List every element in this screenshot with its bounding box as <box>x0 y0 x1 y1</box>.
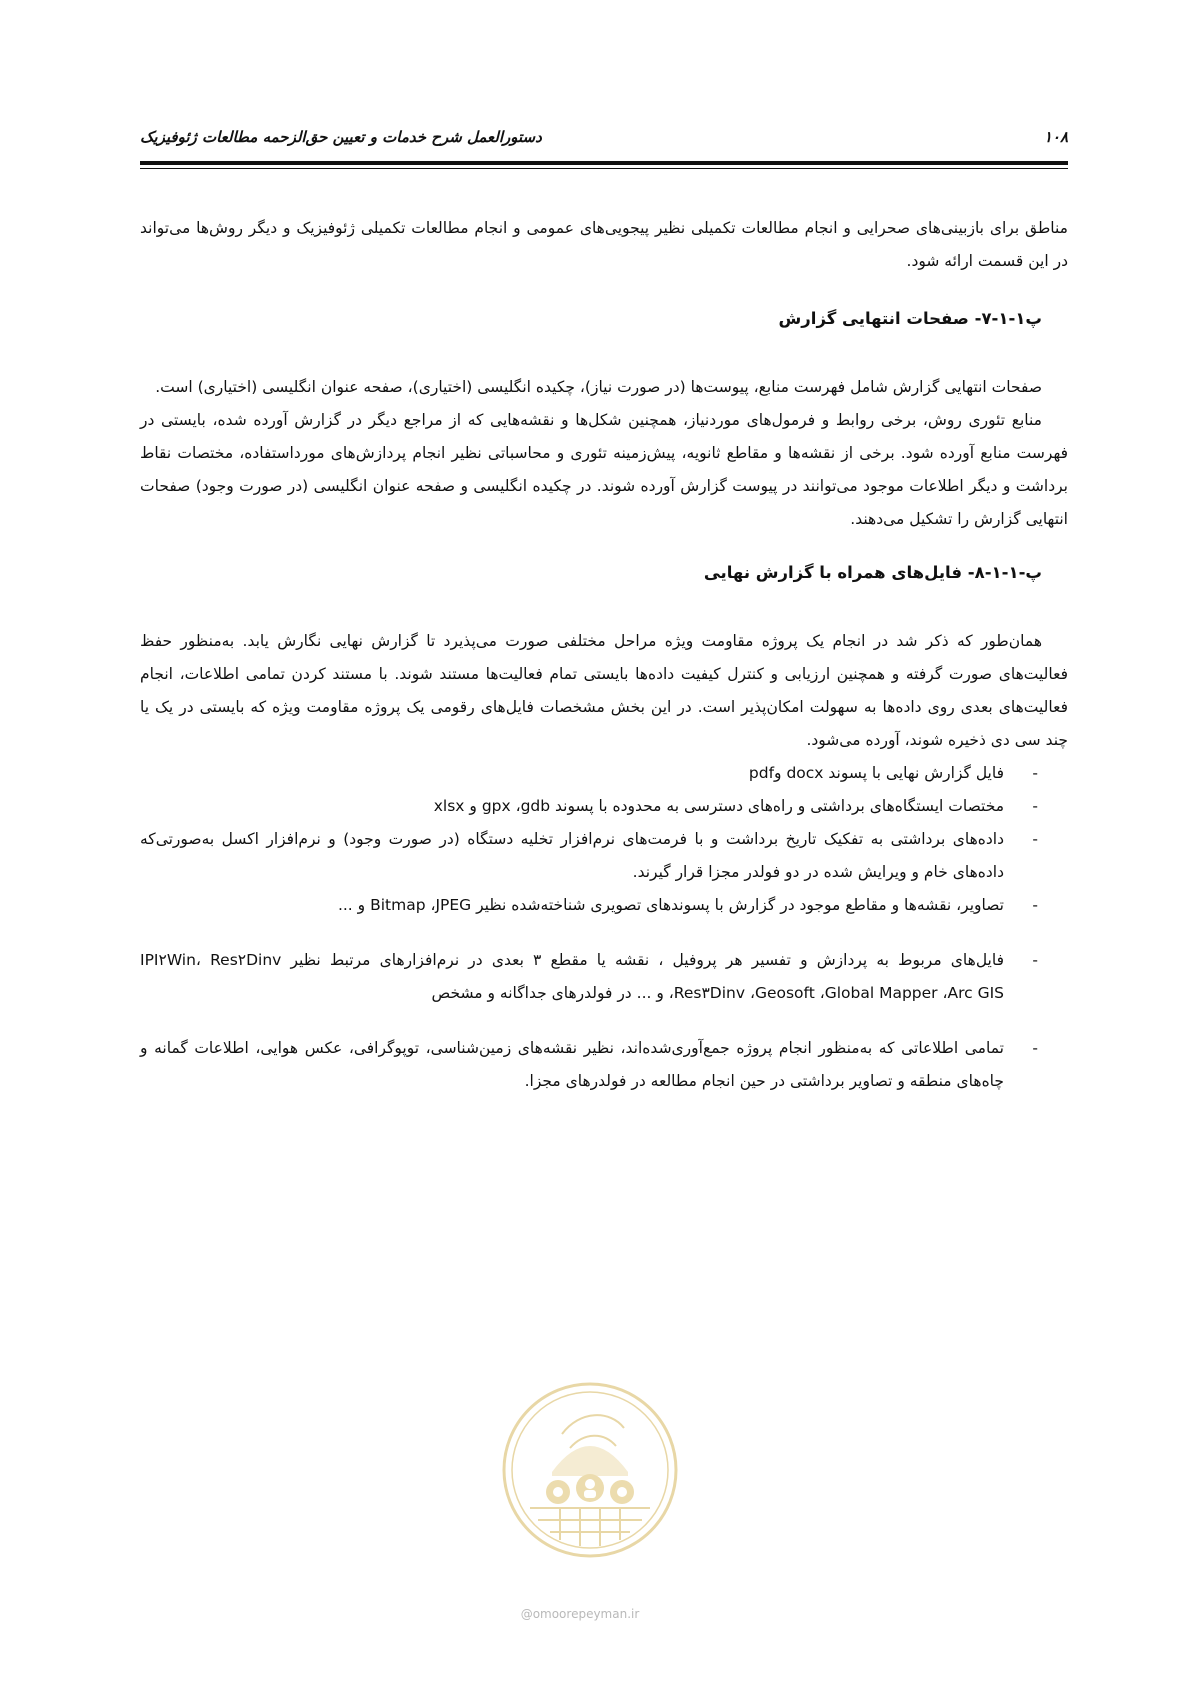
paragraph-final-pages-list: صفحات انتهایی گزارش شامل فهرست منابع، پیوست‌ها (در صورت نیاز)، چکیده انگلیسی (اختیاری)، صفحه عنوان انگلیسی (اختیاری) است. <box>155 378 1042 396</box>
page-number: ۱۰۸ <box>1043 128 1068 146</box>
section-heading-attached-files: پ-۱-۱-۸- فایل‌های همراه با گزارش نهایی <box>703 563 1042 582</box>
list-item <box>140 823 1068 889</box>
at-icon: @ <box>520 1607 533 1621</box>
list-item-text: تصاویر، نقشه‌ها و مقاطع موجود در گزارش با پسوندهای تصویری شناخته‌شده نظیر Bitmap ،JPEG و ... <box>337 896 1004 914</box>
list-item <box>140 757 1068 790</box>
bullet-dash: - <box>1032 830 1038 848</box>
list-item <box>140 1032 1068 1098</box>
bullet-dash: - <box>1032 896 1038 914</box>
list-item-text: تمامی اطلاعاتی که به‌منظور انجام پروژه جمع‌آوری‌شده‌اند، نظیر نقشه‌های زمین‌شناسی، توپوگرافی، عکس هوایی، اطلاعات گمانه و چاه‌های منطقه و تصاویر برداشتی در حین انجام مطالعه در فولدرهای مجزا. <box>140 1039 1004 1090</box>
bullet-dash: - <box>1032 797 1038 815</box>
header-rule-thin <box>140 168 1068 169</box>
page-body <box>140 212 1068 1098</box>
bullet-dash: - <box>1032 1039 1038 1057</box>
list-item <box>140 889 1068 922</box>
bullet-dash: - <box>1032 764 1038 782</box>
intro-paragraph: مناطق برای بازبینی‌های صحرایی و انجام مطالعات تکمیلی نظیر پیجویی‌های عمومی و انجام مطالعات تکمیلی ژئوفیزیک و دیگر روش‌ها می‌تواند در این قسمت ارائه شود. <box>140 219 1068 270</box>
list-item-text: فایل‌های مربوط به پردازش و تفسیر هر پروفیل ، نقشه یا مقطع ۳ بعدی در نرم‌افزارهای مرتبط نظیر IPI۲Win، Res۲Dinv ،Res۳Dinv ،Geosoft ،Global Mapper ،Arc GIS و ... در فولدرهای جداگانه و مشخص <box>140 951 1005 1002</box>
list-item <box>140 790 1068 823</box>
list-item-text: فایل گزارش نهایی با پسوند docx وpdf <box>748 764 1004 782</box>
page-header <box>140 128 1068 152</box>
running-header-title: دستورالعمل شرح خدمات و تعیین حق‌الزحمه مطالعات ژئوفیزیک <box>140 128 542 146</box>
section-heading-final-pages: پ۱-۱-۷- صفحات انتهایی گزارش <box>778 309 1042 328</box>
header-rule-thick <box>140 161 1068 165</box>
watermark-url: @omoorepeyman.ir <box>520 1607 640 1621</box>
paragraph-references: منابع تئوری روش، برخی روابط و فرمول‌های موردنیاز، همچنین شکل‌ها و نقشه‌هایی که از مراجع دیگر در گزارش آورده شده، بایستی در فهرست منابع آورده شود. برخی از نقشه‌ها و مقاطع ثانویه، پیش‌زمینه تئوری و محاسباتی نظیر انجام پردازش‌های مورداستفاده، مختصات نقاط برداشت و دیگر اطلاعات موجود می‌توانند در پیوست گزارش آورده شوند. در چکیده انگلیسی و صفحه عنوان انگلیسی (در صورت وجود) صفحات انتهایی گزارش را تشکیل می‌دهند. <box>140 411 1068 528</box>
watermark-seal-logo <box>500 1380 680 1560</box>
list-item-text: مختصات ایستگاه‌های برداشتی و راه‌های دسترسی به محدوده با پسوند gpx ،gdb و xlsx <box>433 797 1004 815</box>
paragraph-attached-files: همان‌طور که ذکر شد در انجام یک پروژه مقاومت ویژه مراحل مختلفی صورت می‌پذیرد تا گزارش نهایی نگارش یابد. به‌منظور حفظ فعالیت‌های صورت گرفته و همچنین ارزیابی و کنترل کیفیت داده‌ها بایستی تمام فعالیت‌ها مستند شوند. با مستند کردن تمامی اطلاعات، انجام فعالیت‌های بعدی روی داده‌ها به سهولت امکان‌پذیر است. در این بخش مشخصات فایل‌های رقومی یک پروژه مقاومت ویژه که بایستی در یک یا چند سی دی ذخیره شوند، آورده می‌شود. <box>140 632 1068 749</box>
list-item <box>140 944 1068 1010</box>
list-item-text: داده‌های برداشتی به تفکیک تاریخ برداشت و با فرمت‌های نرم‌افزار تخلیه دستگاه (در صورت وجود) و نرم‌افزار اکسل به‌صورتی‌که داده‌های خام و ویرایش شده در دو فولدر مجزا قرار گیرند. <box>140 830 1004 881</box>
file-list <box>140 757 1068 1098</box>
bullet-dash: - <box>1032 951 1038 969</box>
